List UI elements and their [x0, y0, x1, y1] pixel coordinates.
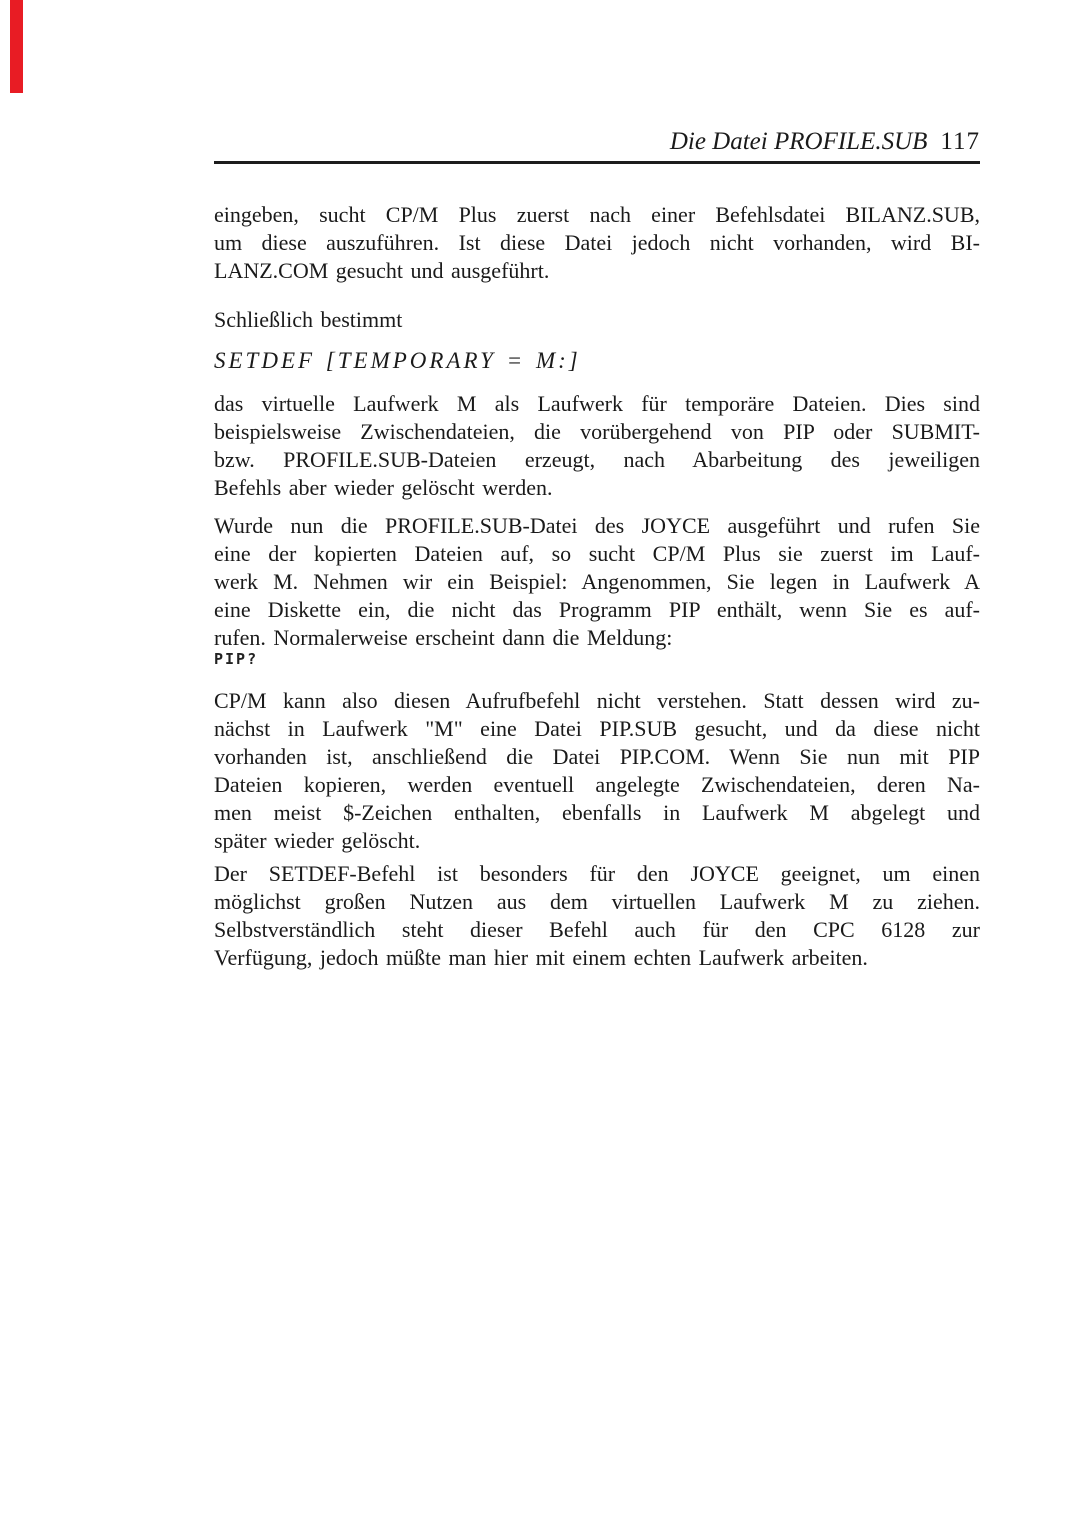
text-line: nächst in Laufwerk "M" eine Datei PIP.SUB gesucht, und da diese nicht: [214, 716, 980, 741]
paragraph-cpm-aufrufbefehl: [214, 687, 980, 855]
running-header-title: Die Datei PROFILE.SUB: [669, 128, 928, 155]
page-number: 117: [940, 128, 980, 155]
text-line: SETDEF [TEMPORARY = M:]: [214, 348, 581, 373]
text-line: Verfügung, jedoch müßte man hier mit einem echten Laufwerk arbeiten.: [214, 945, 868, 970]
paragraph-setdef-befehl: [214, 860, 980, 972]
paragraph-schliesslich: [214, 306, 980, 334]
running-header: [214, 127, 980, 157]
text-line: beispielsweise Zwischendateien, die vorübergehend von PIP oder SUBMIT-: [214, 419, 980, 444]
text-line: werk M. Nehmen wir ein Beispiel: Angenommen, Sie legen in Laufwerk A: [214, 569, 980, 594]
text-line: später wieder gelöscht.: [214, 828, 421, 853]
text-line: CP/M kann also diesen Aufrufbefehl nicht verstehen. Statt dessen wird zu-: [214, 688, 980, 713]
text-line: eine der kopierten Dateien auf, so sucht CP/M Plus sie zuerst im Lauf-: [214, 541, 980, 566]
paragraph-virtuelles-laufwerk: [214, 390, 980, 502]
text-line: PIP?: [214, 650, 259, 668]
text-line: LANZ.COM gesucht und ausgeführt.: [214, 258, 550, 283]
header-rule: [214, 161, 980, 164]
text-line: Dateien kopieren, werden eventuell angelegte Zwischendateien, deren Na-: [214, 772, 980, 797]
text-line: eine Diskette ein, die nicht das Programm PIP enthält, wenn Sie es auf-: [214, 597, 980, 622]
text-line: bzw. PROFILE.SUB-Dateien erzeugt, nach Abarbeitung des jeweiligen: [214, 447, 980, 472]
text-line: Wurde nun die PROFILE.SUB-Datei des JOYCE ausgeführt und rufen Sie: [214, 513, 980, 538]
text-line: Schließlich bestimmt: [214, 307, 403, 332]
text-line: möglichst großen Nutzen aus dem virtuellen Laufwerk M zu ziehen.: [214, 889, 980, 914]
text-line: das virtuelle Laufwerk M als Laufwerk für temporäre Dateien. Dies sind: [214, 391, 980, 416]
paragraph-bilanz: [214, 201, 980, 285]
text-line: Der SETDEF-Befehl ist besonders für den JOYCE geeignet, um einen: [214, 861, 980, 886]
text-line: Selbstverständlich steht dieser Befehl auch für den CPC 6128 zur: [214, 917, 980, 942]
pip-prompt: [214, 650, 980, 669]
text-line: eingeben, sucht CP/M Plus zuerst nach einer Befehlsdatei BILANZ.SUB,: [214, 202, 980, 227]
text-line: vorhanden ist, anschließend die Datei PIP.COM. Wenn Sie nun mit PIP: [214, 744, 980, 769]
text-line: Befehls aber wieder gelöscht werden.: [214, 475, 553, 500]
text-line: rufen. Normalerweise erscheint dann die Meldung:: [214, 625, 673, 650]
text-line: um diese auszuführen. Ist diese Datei jedoch nicht vorhanden, wird BI-: [214, 230, 980, 255]
scan-edge-red-mark: [10, 0, 23, 93]
paragraph-profile-sub-joyce: [214, 512, 980, 652]
text-line: men meist $-Zeichen enthalten, ebenfalls in Laufwerk M abgelegt und: [214, 800, 980, 825]
setdef-command-line: [214, 347, 980, 375]
